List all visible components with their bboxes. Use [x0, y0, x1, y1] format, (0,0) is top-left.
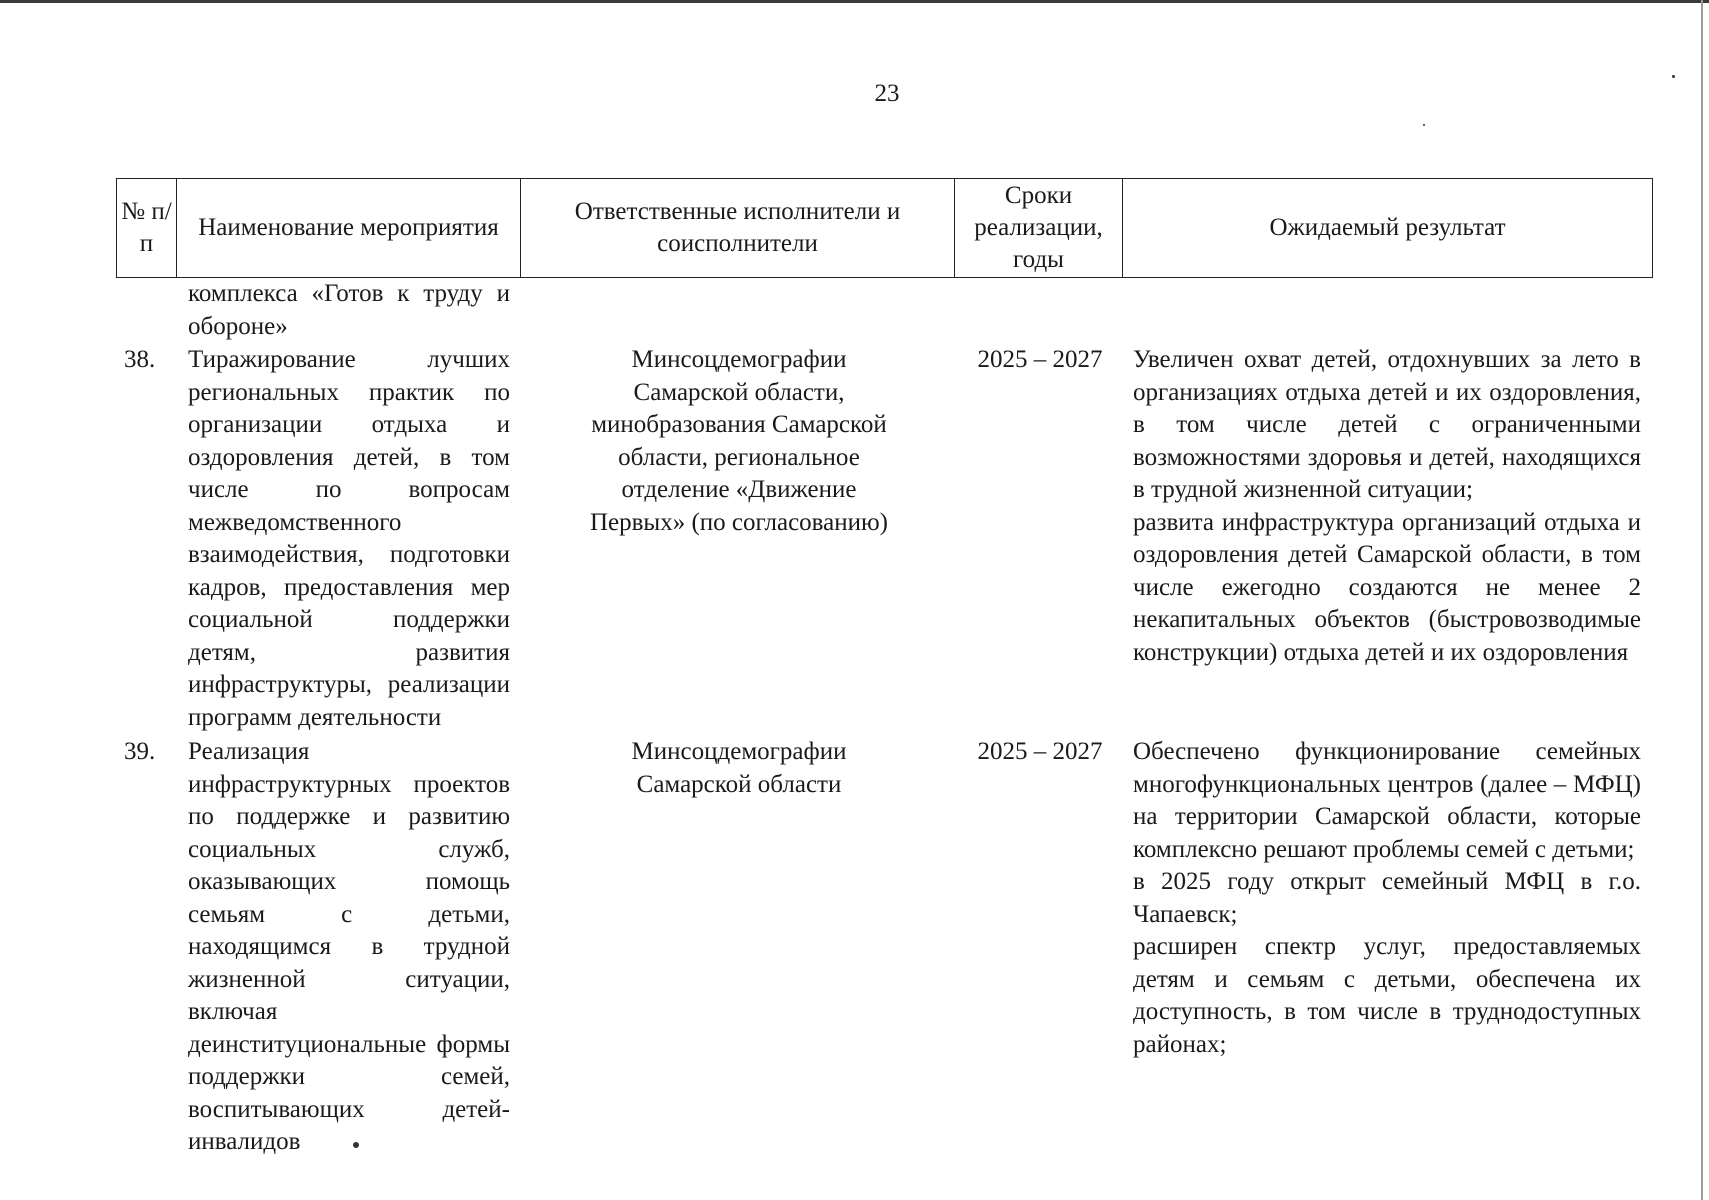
row-years: 2025 – 2027: [977, 738, 1103, 765]
header-result: Ожидаемый результат: [1123, 179, 1653, 278]
table-header: [116, 178, 1653, 278]
row-result: [1133, 736, 1641, 1061]
result-paragraph: Увеличен охват детей, отдохнувших за лето в организациях отдыха детей и их оздоровления, в том числе детей с ограниченными возможностями здоровья и детей, находящихся в трудной жизненной ситуации;: [1133, 346, 1641, 503]
page-number: 23: [874, 80, 900, 107]
result-paragraph: развита инфраструктура организаций отдыха и оздоровления детей Самарской области, в том числе ежегодно создаются не менее 2 некапитальных объектов (быстровозводимые конструкции) отдыха детей и их оздоровления: [1133, 508, 1641, 666]
scan-speck: [353, 1142, 359, 1148]
result-paragraph: расширен спектр услуг, предоставляемых детям и семьям с детьми, обеспечена их доступность, в том числе в труднодоступных районах;: [1133, 933, 1641, 1058]
result-paragraph: в 2025 году открыт семейный МФЦ в г.о. Чапаевск;: [1133, 868, 1641, 928]
header-responsible: Ответственные исполнители и соисполнители: [521, 179, 955, 278]
continuation-text: комплекса «Готов к труду и обороне»: [188, 280, 510, 340]
header-years: Сроки реализации, годы: [955, 179, 1123, 278]
result-paragraph: Обеспечено функционирование семейных многофункциональных центров (далее – МФЦ) на территории Самарской области, которые комплексно решают проблемы семей с детьми;: [1133, 738, 1641, 863]
row-name: Реализация инфраструктурных проектов по поддержке и развитию социальных служб, оказывающих помощь семьям с детьми, находящимся в трудной жизненной ситуации, включая деинституциональные формы поддержки семей, воспитывающих детей-инвалидов: [188, 738, 510, 1155]
row-responsible: Минсоцдемографии Самарской области, минобразования Самарской области, региональное отделение «Движение Первых» (по согласованию): [589, 346, 889, 536]
row-number: 39.: [124, 738, 156, 765]
table-header-row: [117, 179, 1653, 278]
row-result: [1133, 344, 1641, 669]
row-number: 38.: [124, 346, 156, 373]
row-responsible: Минсоцдемографии Самарской области: [631, 738, 847, 798]
scan-speck: [1423, 124, 1425, 126]
row-name: Тиражирование лучших региональных практик по организации отдыха и оздоровления детей, в том числе по вопросам межведомственного взаимодействия, подготовки кадров, предоставления мер социальной поддержки детям, развития инфраструктуры, реализации программ деятельности: [188, 346, 510, 731]
scan-top-edge: [0, 0, 1709, 3]
header-name: Наименование мероприятия: [177, 179, 521, 278]
header-number: № п/п: [117, 179, 177, 278]
row-years: 2025 – 2027: [977, 346, 1103, 373]
scan-right-edge: [1701, 0, 1703, 1200]
scan-speck: [1672, 75, 1675, 78]
